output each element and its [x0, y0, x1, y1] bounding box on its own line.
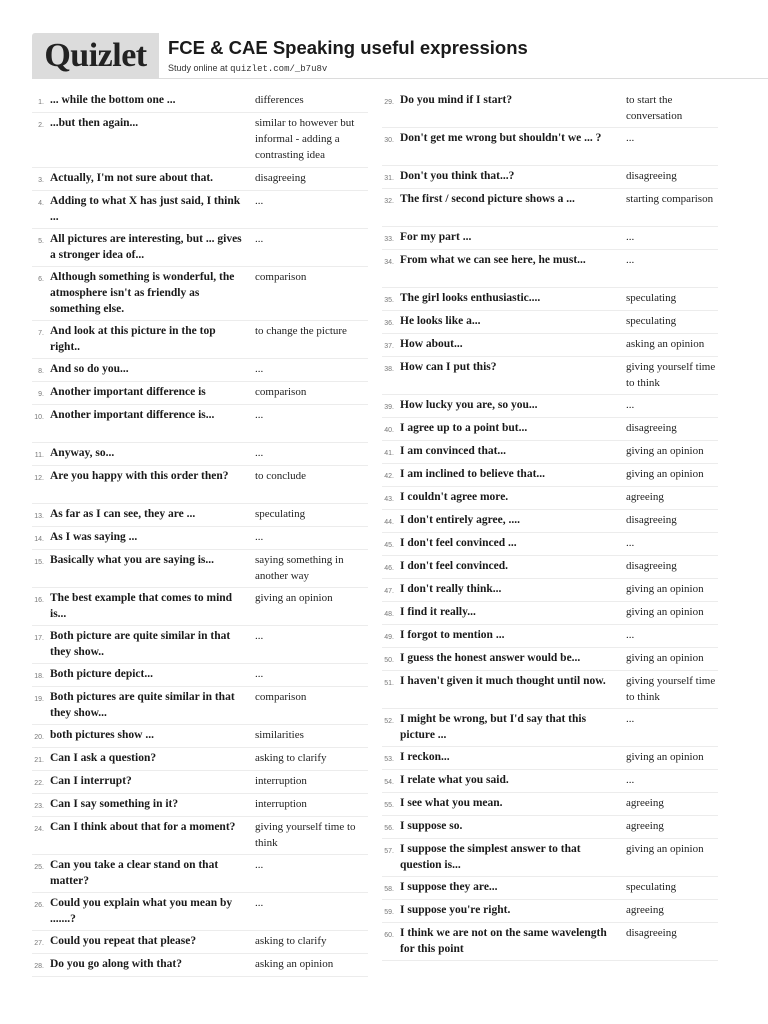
term-row [32, 229, 368, 267]
row-number: 16. [34, 597, 44, 604]
term-row [382, 227, 718, 250]
definition-text: similarities [255, 729, 304, 741]
term-row [32, 817, 368, 855]
term-row [382, 90, 718, 128]
definition-text: saying something in another way [255, 554, 344, 582]
term-text: Both pictures are quite similar in that they show... [50, 691, 235, 719]
page-title: FCE & CAE Speaking useful expressions [168, 37, 528, 58]
row-number: 2. [38, 122, 44, 129]
term-row [32, 664, 368, 687]
row-number: 55. [384, 802, 394, 809]
term-row [32, 191, 368, 229]
row-number: 54. [384, 779, 394, 786]
definition-text: giving yourself time to think [255, 821, 356, 849]
definition-text: ... [255, 195, 264, 207]
term-text: Basically what you are saying is... [50, 554, 214, 566]
term-row [32, 267, 368, 321]
term-row [32, 113, 368, 168]
left-term-column [32, 90, 368, 977]
definition-text: giving an opinion [626, 843, 704, 855]
term-row [32, 405, 368, 443]
term-text: Actually, I'm not sure about that. [50, 172, 214, 184]
term-text: Another important difference is [50, 386, 206, 398]
term-text: Adding to what X has just said, I think ... [50, 195, 241, 223]
row-number: 4. [38, 200, 44, 207]
term-row [382, 357, 718, 395]
row-number: 31. [384, 175, 394, 182]
row-number: 40. [384, 427, 394, 434]
term-row [382, 747, 718, 770]
term-row [32, 771, 368, 794]
row-number: 41. [384, 450, 394, 457]
term-row [382, 900, 718, 923]
row-number: 29. [384, 99, 394, 106]
term-text: Although something is wonderful, the atmosphere isn't as friendly as something else. [50, 271, 235, 315]
definition-text: giving an opinion [626, 606, 704, 618]
row-number: 60. [384, 932, 394, 939]
definition-text: ... [626, 132, 635, 144]
study-online-line [168, 63, 327, 74]
term-text: I suppose you're right. [400, 904, 511, 916]
row-number: 13. [34, 513, 44, 520]
term-text: I find it really... [400, 606, 476, 618]
definition-text: differences [255, 94, 304, 106]
row-number: 53. [384, 756, 394, 763]
definition-text: ... [255, 447, 264, 459]
row-number: 23. [34, 803, 44, 810]
definition-text: ... [626, 774, 635, 786]
term-row [32, 527, 368, 550]
definition-text: to conclude [255, 470, 307, 482]
definition-text: ... [255, 233, 264, 245]
term-text: I suppose they are... [400, 881, 498, 893]
definition-text: giving an opinion [626, 583, 704, 595]
term-text: The first / second picture shows a ... [400, 193, 575, 205]
definition-text: giving an opinion [626, 652, 704, 664]
term-text: I haven't given it much thought until now. [400, 675, 606, 687]
row-number: 36. [384, 320, 394, 327]
row-number: 6. [38, 276, 44, 283]
term-text: How can I put this? [400, 361, 497, 373]
term-row [32, 954, 368, 977]
term-row [382, 671, 718, 709]
row-number: 30. [384, 137, 394, 144]
definition-text: ... [255, 363, 264, 375]
row-number: 43. [384, 496, 394, 503]
term-text: How about... [400, 338, 463, 350]
term-row [382, 625, 718, 648]
definition-text: asking to clarify [255, 752, 327, 764]
definition-text: disagreeing [626, 560, 677, 572]
row-number: 38. [384, 366, 394, 373]
term-text: I reckon... [400, 751, 450, 763]
term-row [32, 550, 368, 588]
term-row [382, 793, 718, 816]
definition-text: ... [626, 254, 635, 266]
row-number: 27. [34, 940, 44, 947]
term-row [32, 504, 368, 527]
row-number: 58. [384, 886, 394, 893]
row-number: 59. [384, 909, 394, 916]
term-row [382, 839, 718, 877]
definition-text: to start the conversation [626, 94, 683, 122]
row-number: 17. [34, 635, 44, 642]
term-row [382, 418, 718, 441]
term-text: I forgot to mention ... [400, 629, 505, 641]
row-number: 46. [384, 565, 394, 572]
definition-text: ... [255, 859, 264, 871]
row-number: 8. [38, 368, 44, 375]
term-text: I think we are not on the same wavelength for this point [400, 927, 607, 955]
row-number: 9. [38, 391, 44, 398]
row-number: 47. [384, 588, 394, 595]
term-text: How lucky you are, so you... [400, 399, 538, 411]
definition-text: disagreeing [626, 422, 677, 434]
term-row [32, 855, 368, 893]
row-number: 57. [384, 848, 394, 855]
term-text: The best example that comes to mind is... [50, 592, 233, 620]
term-row [32, 748, 368, 771]
term-text: Both picture are quite similar in that they show.. [50, 630, 231, 658]
term-text: I don't really think... [400, 583, 502, 595]
term-text: Could you explain what you mean by .......? [50, 897, 233, 925]
term-text: Can you take a clear stand on that matter? [50, 859, 219, 887]
term-row [382, 602, 718, 625]
term-row [382, 556, 718, 579]
row-number: 48. [384, 611, 394, 618]
definition-text: ... [626, 537, 635, 549]
term-row [382, 533, 718, 556]
row-number: 42. [384, 473, 394, 480]
term-text: Can I think about that for a moment? [50, 821, 236, 833]
term-text: I don't feel convinced ... [400, 537, 517, 549]
row-number: 7. [38, 330, 44, 337]
page-header [32, 33, 736, 79]
study-online-link[interactable]: quizlet.com/_b7u8v [230, 64, 328, 74]
definition-text: giving yourself time to think [626, 361, 716, 389]
term-text: Don't get me wrong but shouldn't we ... ? [400, 132, 602, 144]
term-text: I suppose the simplest answer to that question is... [400, 843, 581, 871]
term-text: And so do you... [50, 363, 129, 375]
definition-text: asking an opinion [255, 958, 334, 970]
row-number: 49. [384, 634, 394, 641]
header-divider [159, 78, 768, 79]
definition-text: ... [626, 399, 635, 411]
definition-text: comparison [255, 691, 307, 703]
row-number: 19. [34, 696, 44, 703]
study-online-text: Study online at [168, 63, 228, 73]
term-row [382, 189, 718, 227]
row-number: 45. [384, 542, 394, 549]
term-text: Can I ask a question? [50, 752, 157, 764]
definition-text: ... [255, 897, 264, 909]
definition-text: ... [626, 713, 635, 725]
row-number: 11. [34, 452, 44, 459]
definition-text: agreeing [626, 820, 664, 832]
definition-text: ... [626, 231, 635, 243]
definition-text: giving an opinion [626, 445, 704, 457]
term-text: Can I interrupt? [50, 775, 132, 787]
term-row [382, 648, 718, 671]
definition-text: ... [255, 668, 264, 680]
term-row [382, 770, 718, 793]
definition-text: ... [255, 531, 264, 543]
term-text: As far as I can see, they are ... [50, 508, 196, 520]
term-text: I see what you mean. [400, 797, 503, 809]
term-row [382, 395, 718, 418]
term-text: The girl looks enthusiastic.... [400, 292, 541, 304]
term-row [382, 334, 718, 357]
row-number: 21. [34, 757, 44, 764]
term-text: As I was saying ... [50, 531, 138, 543]
term-text: Both picture depict... [50, 668, 153, 680]
right-term-column [382, 90, 718, 961]
definition-text: disagreeing [626, 170, 677, 182]
term-row [32, 687, 368, 725]
row-number: 35. [384, 297, 394, 304]
term-text: Can I say something in it? [50, 798, 179, 810]
term-row [382, 579, 718, 602]
term-row [382, 464, 718, 487]
term-row [382, 877, 718, 900]
term-row [32, 443, 368, 466]
definition-text: speculating [626, 881, 677, 893]
row-number: 50. [384, 657, 394, 664]
definition-text: ... [255, 409, 264, 421]
definition-text: speculating [626, 315, 677, 327]
definition-text: giving an opinion [626, 751, 704, 763]
row-number: 1. [38, 99, 44, 106]
term-text: Are you happy with this order then? [50, 470, 229, 482]
term-row [382, 288, 718, 311]
definition-text: agreeing [626, 904, 664, 916]
row-number: 32. [384, 198, 394, 205]
term-text: From what we can see here, he must... [400, 254, 586, 266]
term-row [382, 487, 718, 510]
term-row [382, 441, 718, 464]
row-number: 3. [38, 177, 44, 184]
term-text: I suppose so. [400, 820, 463, 832]
term-text: For my part ... [400, 231, 472, 243]
row-number: 24. [34, 826, 44, 833]
definition-text: speculating [626, 292, 677, 304]
row-number: 33. [384, 236, 394, 243]
term-text: I am convinced that... [400, 445, 507, 457]
term-row [382, 166, 718, 189]
row-number: 5. [38, 238, 44, 245]
definition-text: comparison [255, 386, 307, 398]
definition-text: interruption [255, 775, 307, 787]
row-number: 14. [34, 536, 44, 543]
term-text: All pictures are interesting, but ... gives a stronger idea of... [50, 233, 242, 261]
term-text: Another important difference is... [50, 409, 215, 421]
term-text: ...but then again... [50, 117, 139, 129]
term-text: I don't feel convinced. [400, 560, 508, 572]
row-number: 34. [384, 259, 394, 266]
term-row [32, 588, 368, 626]
row-number: 26. [34, 902, 44, 909]
definition-text: speculating [255, 508, 306, 520]
term-text: I agree up to a point but... [400, 422, 528, 434]
term-text: I guess the honest answer would be... [400, 652, 581, 664]
term-row [32, 725, 368, 748]
row-number: 12. [34, 475, 44, 482]
term-text: Don't you think that...? [400, 170, 515, 182]
definition-text: interruption [255, 798, 307, 810]
term-text: Could you repeat that please? [50, 935, 197, 947]
term-row [382, 923, 718, 961]
row-number: 44. [384, 519, 394, 526]
term-row [32, 382, 368, 405]
term-text: I might be wrong, but I'd say that this picture ... [400, 713, 587, 741]
row-number: 15. [34, 559, 44, 566]
term-text: He looks like a... [400, 315, 481, 327]
term-row [32, 794, 368, 817]
term-row [32, 626, 368, 664]
row-number: 18. [34, 673, 44, 680]
term-row [32, 931, 368, 954]
definition-text: disagreeing [626, 927, 677, 939]
row-number: 51. [384, 680, 394, 687]
term-row [32, 168, 368, 191]
definition-text: asking an opinion [626, 338, 705, 350]
definition-text: giving yourself time to think [626, 675, 716, 703]
row-number: 39. [384, 404, 394, 411]
term-row [382, 128, 718, 166]
definition-text: agreeing [626, 491, 664, 503]
definition-text: giving an opinion [626, 468, 704, 480]
row-number: 52. [384, 718, 394, 725]
definition-text: similar to however but informal - adding a contrasting idea [255, 117, 355, 161]
row-number: 28. [34, 963, 44, 970]
definition-text: disagreeing [626, 514, 677, 526]
row-number: 25. [34, 864, 44, 871]
definition-text: agreeing [626, 797, 664, 809]
term-text: Do you go along with that? [50, 958, 182, 970]
term-row [382, 709, 718, 747]
term-text: Anyway, so... [50, 447, 115, 459]
term-row [32, 321, 368, 359]
term-row [32, 359, 368, 382]
row-number: 56. [384, 825, 394, 832]
quizlet-logo[interactable]: Quizlet [32, 33, 159, 79]
term-text: I couldn't agree more. [400, 491, 509, 503]
definition-text: ... [255, 630, 264, 642]
row-number: 37. [384, 343, 394, 350]
term-text: I am inclined to believe that... [400, 468, 546, 480]
definition-text: disagreeing [255, 172, 306, 184]
term-row [382, 816, 718, 839]
term-text: And look at this picture in the top right.. [50, 325, 216, 353]
term-row [32, 466, 368, 504]
definition-text: comparison [255, 271, 307, 283]
definition-text: ... [626, 629, 635, 641]
term-row [382, 250, 718, 288]
term-text: I don't entirely agree, .... [400, 514, 520, 526]
definition-text: asking to clarify [255, 935, 327, 947]
definition-text: giving an opinion [255, 592, 333, 604]
term-row [382, 311, 718, 334]
term-row [32, 893, 368, 931]
row-number: 10. [34, 414, 44, 421]
term-text: both pictures show ... [50, 729, 154, 741]
row-number: 22. [34, 780, 44, 787]
term-row [382, 510, 718, 533]
row-number: 20. [34, 734, 44, 741]
definition-text: starting comparison [626, 193, 714, 205]
term-text: ... while the bottom one ... [50, 94, 176, 106]
term-text: Do you mind if I start? [400, 94, 513, 106]
definition-text: to change the picture [255, 325, 347, 337]
term-row [32, 90, 368, 113]
term-text: I relate what you said. [400, 774, 509, 786]
